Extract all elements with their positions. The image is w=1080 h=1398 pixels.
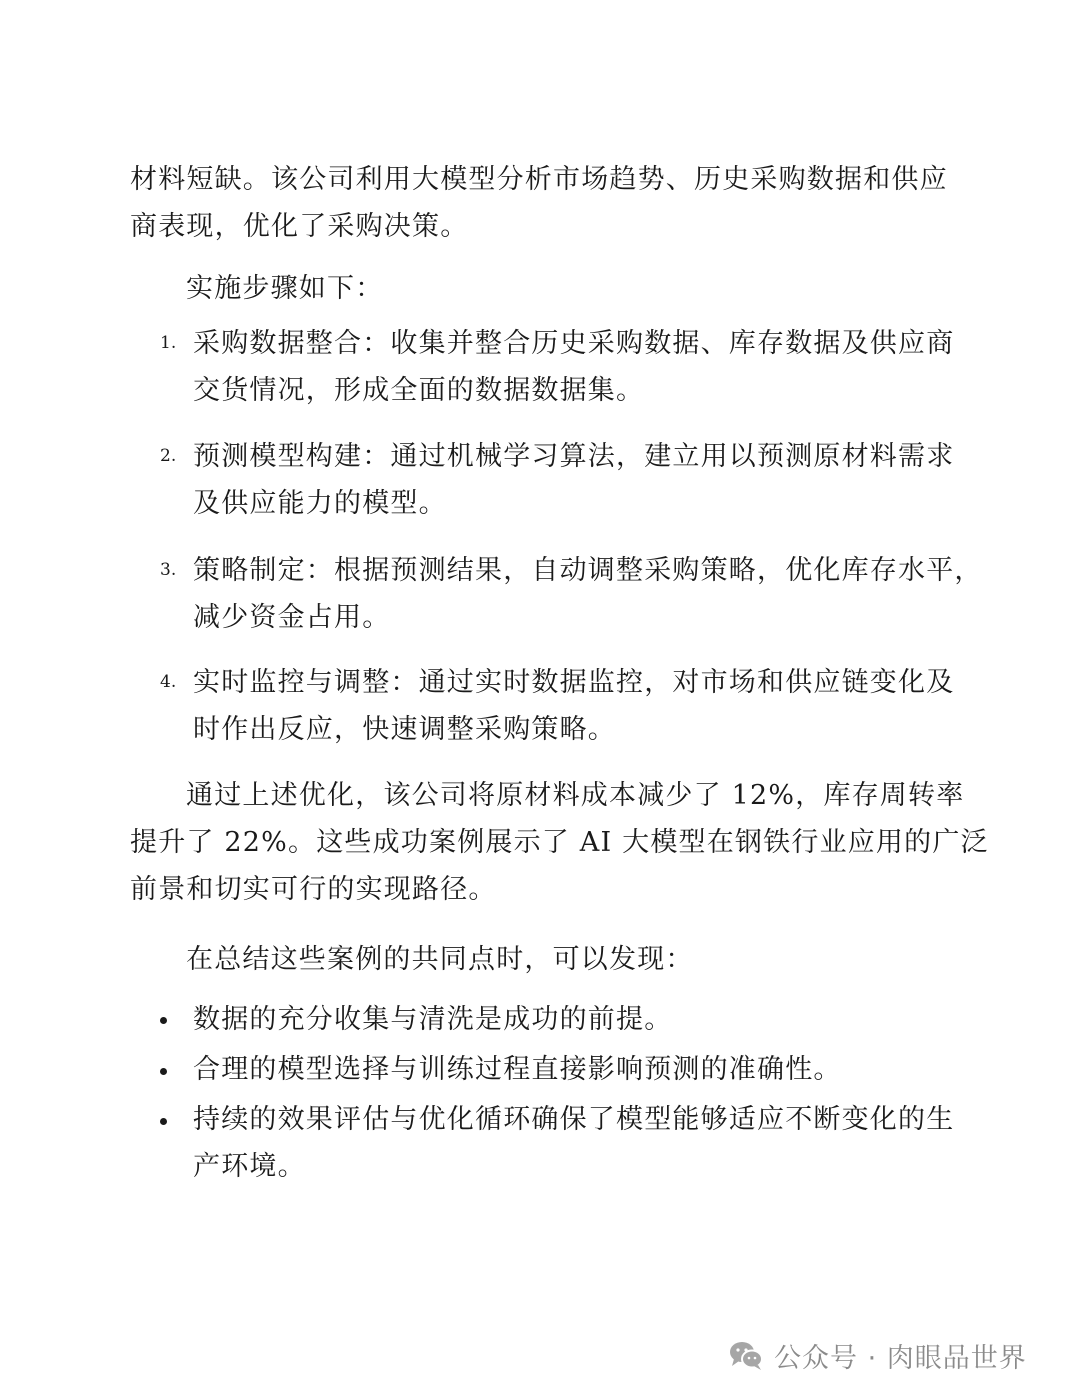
step-item-4 [193,659,954,753]
step-item-1 [193,320,954,414]
bullet-2-line-1: 合理的模型选择与训练过程直接影响预测的准确性。 [193,1054,842,1085]
footer-watermark [728,1330,1027,1380]
step-item-2 [193,433,954,527]
bullet-dot-2 [160,1068,167,1075]
step-item-3 [193,547,983,641]
bullet-dot-1 [160,1017,167,1024]
wechat-icon [728,1339,764,1371]
step-2-line-2: 及供应能力的模型。 [193,488,447,519]
step-4-line-1: 实时监控与调整：通过实时数据监控，对市场和供应链变化及 [193,667,955,698]
result-line-1: 通过上述优化，该公司将原材料成本减少了 12%，库存周转率 [186,780,965,811]
bullet-dot-3 [160,1118,167,1125]
step-number-3: 3. [160,560,177,580]
step-3-line-2: 减少资金占用。 [193,602,391,633]
intro-line-2: 商表现，优化了采购决策。 [130,211,469,242]
bullet-3-line-2: 产环境。 [193,1151,306,1182]
step-1-line-1: 采购数据整合：收集并整合历史采购数据、库存数据及供应商 [193,328,955,359]
intro-paragraph [130,156,948,250]
summary-heading [186,936,694,983]
bullet-1-line-1: 数据的充分收集与清洗是成功的前提。 [193,1004,673,1035]
bullet-item-3 [193,1096,954,1190]
step-number-1: 1. [160,333,177,353]
result-paragraph [130,772,989,913]
step-4-line-2: 时作出反应，快速调整采购策略。 [193,714,616,745]
intro-line-1: 材料短缺。该公司利用大模型分析市场趋势、历史采购数据和供应 [130,164,948,195]
bullet-item-1 [193,996,672,1043]
step-number-4: 4. [160,672,177,692]
step-1-line-2: 交货情况，形成全面的数据数据集。 [193,375,645,406]
result-line-3: 前景和切实可行的实现路径。 [130,874,497,905]
step-2-line-1: 预测模型构建：通过机械学习算法，建立用以预测原材料需求 [193,441,955,472]
bullet-item-2 [193,1046,842,1093]
bullet-3-line-1: 持续的效果评估与优化循环确保了模型能够适应不断变化的生 [193,1104,955,1135]
step-3-line-1: 策略制定：根据预测结果，自动调整采购策略，优化库存水平， [193,555,983,586]
step-number-2: 2. [160,446,177,466]
steps-heading-text: 实施步骤如下： [186,273,384,304]
result-line-2: 提升了 22%。这些成功案例展示了 AI 大模型在钢铁行业应用的广泛 [130,827,989,858]
steps-heading [186,265,383,312]
footer-text: 公众号 · 肉眼品世界 [774,1342,1027,1374]
summary-heading-text: 在总结这些案例的共同点时，可以发现： [186,944,694,975]
